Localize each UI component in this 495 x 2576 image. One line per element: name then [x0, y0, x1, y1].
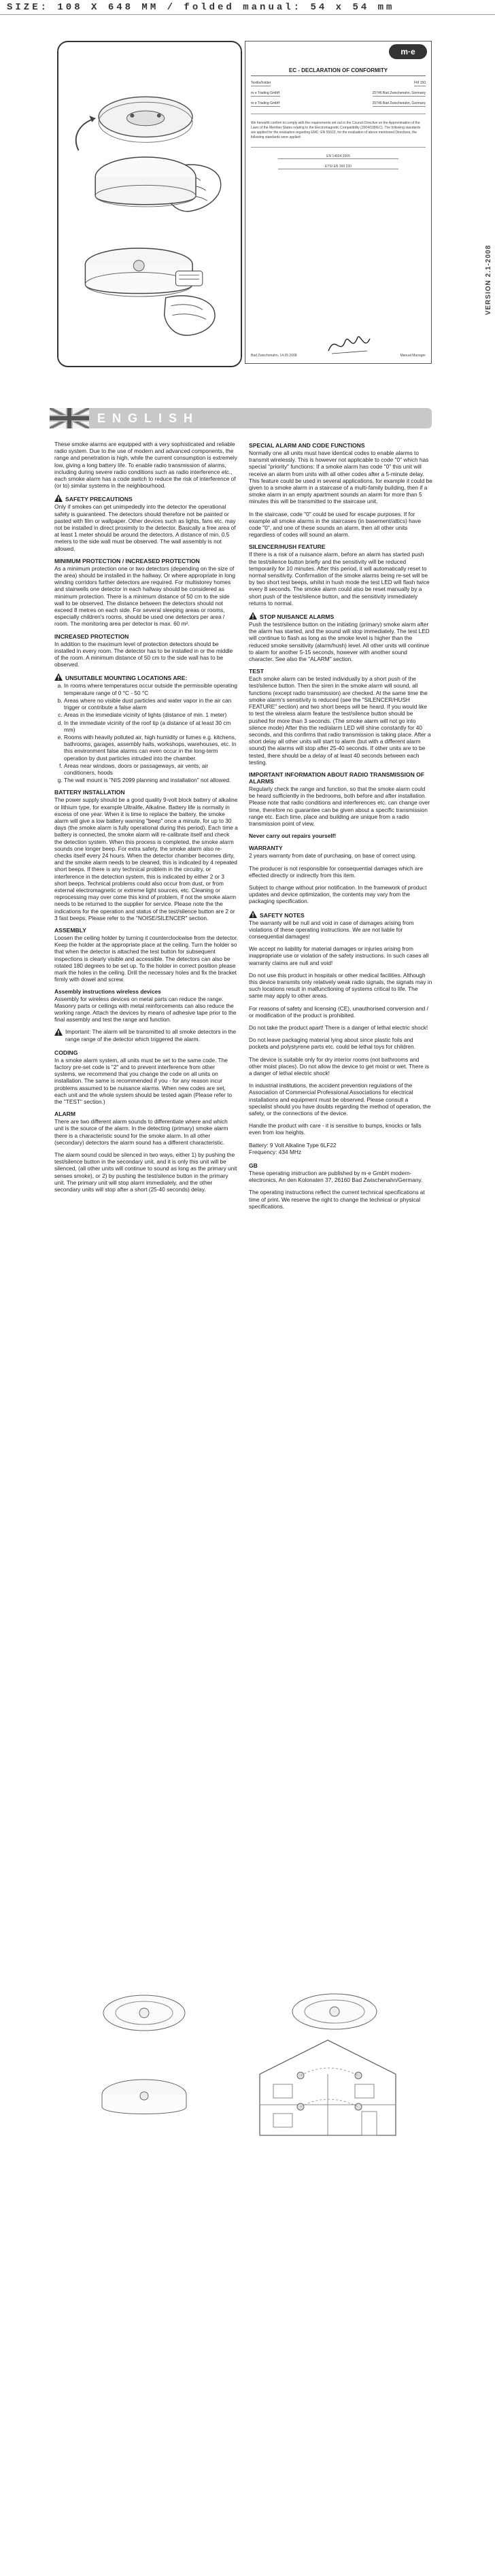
list-item: c. Areas in the immediate vicinity of lights (distance of min. 1 meter) [64, 711, 238, 718]
row-label: Textile/holder [251, 81, 271, 85]
warning-icon [54, 494, 63, 502]
never-repair-text: Never carry out repairs yourself! [249, 832, 337, 840]
warning-icon [249, 612, 257, 620]
test-title: TEST [249, 668, 264, 675]
language-label: ENGLISH [97, 411, 200, 425]
unsuitable-section [54, 673, 238, 682]
radio-text: Regularly check the range and function, so that the smoke alarm could be heard sufficiently in the bedrooms, both before and after installation. Please note that radio conditions and interferences etc. can change over time, therefore no guarantee can be given about a specific transmission range etc. Each time, place and building are unique from a radio transmission point of view. [249, 785, 430, 827]
minimum-title: MINIMUM PROTECTION / INCREASED PROTECTION [54, 557, 200, 564]
notes-section [249, 911, 432, 919]
declaration-row-product [251, 81, 426, 86]
list-item: e. Rooms with heavily polluted air, high humidity or fumes e.g. kitchens, bathrooms, garages, assembly halls, workshops, warehouses, etc. In this environment false alarms can even occur in the long-term operation by dust particles intruded into the chamber. [64, 734, 238, 762]
row-value: 25746 Bad Zwischenahn, Germany [372, 91, 426, 95]
warranty-title: WARRANTY [249, 845, 283, 852]
stop-text: Push the test/silence button on the initiating (primary) smoke alarm after the alarm has started, and the sound will stop immediately. The test LED will continue to flash as long as the smoke level is higher than the reduced smoke sensitivity (alarm/hush) level. All other units will continue to alarm for another 5-15 seconds, however with another sound character. See also the "ALARM" section. [249, 621, 430, 663]
special-text: Normally one all units must have identical codes to enable alarms to transmit wirelessly. This is however not applicable to code "0" which has special "priority" functions: If a smoke alarm has code "0" this unit will receive an alarm from units with all other codes after a 5-minute delay. This feature could be used in several applications, for example it could be given to a smoke alarm in a staircase of a multi-family building, then if a smoke alarm in an empty apartment sounds an alarm for more than 5 minutes this will be transmitted to the staircase unit. [249, 450, 432, 505]
blank-area [0, 2244, 495, 2576]
product-and-house-drawing [56, 1972, 437, 2163]
language-banner [51, 408, 432, 428]
important-note [54, 1028, 238, 1047]
alarm-text: There are two different alarm sounds to differentiate where and which unit is the source of the alarm. In the detecting (primary) smoke alarm there is a characteristic sound for the smoke alarm. In all other (secondary) detectors the alarm sound has a different characteristic. [54, 1118, 228, 1146]
bottom-illustrations [56, 1972, 437, 2163]
warning-icon [249, 911, 257, 918]
declaration-title: EC - DECLARATION OF CONFORMITY [288, 67, 388, 73]
test-text: Each smoke alarm can be tested individually by a short push of the test/silence button. Then the siren in the smoke alarm will sound, all functions (except radio transmission) are checked. At the same time the smoke alarm's sensitivity is reduced (see the "SILENCER/HUSH FEATURE" section) and two short beeps will be heard. If you would like to test the wireless alarm feature the test/silence button should be pushed for more than 3 seconds. (The smoke alarm will not go into silence mode) After this the red/alarm LED will shine constantly for 40 seconds, and this confirms that radio transmission is taking place. After a short delay all other units will start to alarm (but with a different alarm sound) the alarms will stop after 25-40 seconds. If other units are to be tested, there should be a delay of at least 40 seconds between each testing. [249, 675, 431, 766]
unsuitable-list [64, 682, 238, 783]
alarm-title: ALARM [54, 1111, 76, 1118]
divider [251, 147, 426, 148]
safety-text: Only if smokes can get unimpededly into the detector the operational safety is guaranteed. The detectors should therefore not be painted or pasted with film or wallpaper. Other devices such as lights, fans etc. may not be installed in direct proximity to the detector. Basically a free area of at least 1 meter should be around the detectors. A distance of min. 0.5 meters to the side wall must be observed. The wall assembly is not allowed. [54, 503, 236, 552]
special-text-2: In the staircase, code "0" could be used for escape purposes. If for example all smoke alarms in the staircases (in basement/attics) have code "0", and one of these sounds an alarm, then all other units regardless of codes will sound an alarm. [249, 510, 422, 539]
uk-flag-icon [50, 408, 89, 428]
notes-text: The warranty will be null and void in case of damages arising from violations of these operating instructions. We are not liable for consequential damages! [249, 919, 414, 940]
divider [251, 75, 426, 76]
silencer-title: SILENCER/HUSH FEATURE [249, 543, 326, 551]
notes-text-4: For reasons of safety and licensing (CE), unauthorised conversion and / or modification of the product is prohibited. [249, 1004, 428, 1019]
warranty-text: 2 years warranty from date of purchasing, on base of correct using. [249, 852, 417, 860]
signature-icon [325, 331, 373, 358]
row-label: m·e Trading GmbH [251, 91, 280, 95]
notes-text-7: The device is suitable only for dry interior rooms (not bathrooms and other moist places). Do not allow the device to get moist or wet. There is a danger of lethal electric shock! [249, 1055, 430, 1077]
right-column [249, 441, 432, 1215]
row-value: 25746 Bad Zwischenahn, Germany [372, 101, 426, 105]
warning-icon [54, 673, 63, 681]
list-item: a. In rooms where temperatures occur outside the permissible operating temperature range of 0 °C - 50 °C [64, 682, 238, 696]
list-item: b. Areas where no visible dust particles and water vapor in the air can trigger or contribute a false alarm [64, 697, 238, 711]
list-item: f. Areas near windows, doors or passageways, air vents, air conditioners, hoods [64, 762, 238, 776]
notes-text-2: We accept no liability for material damages or injuries arising from inappropriate use or violation of the safety instructions. In such cases all warranty claims are null and void! [249, 945, 429, 966]
notes-text-5: Do not take the product apart! There is a danger of lethal electric shock! [249, 1024, 428, 1031]
signature-block [251, 331, 426, 358]
safety-title: SAFETY PRECAUTIONS [65, 496, 133, 503]
notes-title: SAFETY NOTES [260, 911, 305, 919]
wireless-title: Assembly instructions wireless devices [54, 988, 161, 996]
standard-2: ETSI EN 300 220 [278, 165, 398, 169]
frequency-spec: Frequency: 434 MHz [249, 1148, 302, 1155]
radio-title: IMPORTANT INFORMATION ABOUT RADIO TRANSMISSION OF ALARMS [249, 770, 425, 785]
row-value: FM 150 [414, 81, 426, 85]
assembly-text: Loosen the ceiling holder by turning it counterclockwise from the detector. Keep the holder at the appropriate place at the ceiling. Turn the holder so that when the detector is attached the test button for subsequent inspections is clearly visible and accessible. The detectors can also be rotated 180 degrees to be set up. To the holder in correct position please mark the holes in the ceiling. Drill the necessary holes and fix the bracket firmly with dowel and screw. [54, 934, 238, 983]
declaration-row-manufacturer [251, 91, 426, 97]
alarm-text-2: The alarm sound could be silenced in two ways, either 1) by pushing the test/silence button in the secondary unit, and it is only this unit will be silenced, (all other units will continue to sound as long as the primary unit senses smoke), or 2) by pushing the test/silence button in the primary unit. The primary unit will stop alarm immediately, and the other secondary units will stop after a short (25-40 seconds) delay. [54, 1151, 237, 1193]
ec-declaration [245, 41, 432, 364]
stop-title: STOP NUISANCE ALARMS [260, 613, 335, 621]
notes-text-6: Do not leave packaging material lying about since plastic foils and pockets and polystyrene parts etc. could be lethal toys for children. [249, 1036, 415, 1051]
minimum-text: As a minimum protection one or two detectors (depending on the size of the area) should be installed in the hallway. Or where appropriate in long winding corridors further detectors are required. For multistorey homes and stairwells one detector in each hallway should be considered as minimum protection. There is a minimum distance of 50 cm to the side wall to be observed. The distance between the detectors should not exceed 8 metres on each side. For several sleeping areas or rooms, especially children's rooms, should be used one detectors per area / room. The monitoring area per detector is max. 60 m². [54, 564, 235, 628]
warranty-text-2: The producer is not responsible for consequential damages which are effected directly or indirectly from this item. [249, 864, 423, 879]
increased-title: INCREASED PROTECTION [54, 632, 129, 640]
increased-text: In addition to the maximum level of protection detectors should be installed in every room. The detector has to be installed in or the middle of the room. A minimum distance of 50 cm to the side wall has to be observed. [54, 640, 233, 668]
unsuitable-title: UNSUITABLE MOUNTING LOCATIONS ARE: [65, 675, 188, 682]
declaration-row-importer [251, 101, 426, 107]
header-size-label: SIZE: 108 X 648 MM / folded manual: 54 x 54 mm [0, 0, 495, 15]
wireless-text: Assembly for wireless devices on metal parts can reduce the range. Masonry parts or ceilings with metal reinforcements can also reduce the working range. Attach the devices by means of adhesive tape prior to the final assembly and test the range and function. [54, 995, 237, 1023]
warranty-text-3: Subject to change without prior notification. In the framework of product updates and device optimization, the contents may vary from the packaging specification. [249, 883, 427, 905]
notes-text-9: Handle the product with care - it is sensitive to bumps, knocks or falls even from low heights. [249, 1122, 422, 1136]
silencer-text: If there is a risk of a nuisance alarm, before an alarm has started push the test/silence button briefly and the sensitivity will be reduced temporarily for 10 minutes. After this period, it will automatically reset to normal sensitivity. Confirmation of the smoke alarms being re-set will be by two short test beeps, whilst in hush mode the test LED will flash twice every 8 seconds. The smoke alarm could also be reset manually by a short push of the test/silence button, and the sensitivity immediately returns to normal. [249, 551, 430, 607]
detector-mounting-drawing [58, 42, 241, 366]
gb-text-2: The operating instructions reflect the current technical specifications at time of print. We reserve the right to change the technical or physical specifications. [249, 1189, 425, 1210]
standard-1: EN 14604 2005 [278, 154, 398, 159]
battery-spec: Battery: 9 Volt Alkaline Type 6LF22 [249, 1141, 337, 1149]
brand-logo: m·e [389, 44, 427, 59]
declaration-text: We herewith confirm to comply with the requirements set out in the Council Directive on the Approximation of the Laws of the Member States relating to the Electromagnetic Compatibility (2004/108/EC). The following standards are applied for the evaluation regarding EMC: EN 55022, for the evaluation of above mentioned Directives, the following standards were applied: [251, 121, 421, 139]
special-title: SPECIAL ALARM AND CODE FUNCTIONS [249, 442, 365, 449]
battery-title: BATTERY INSTALLATION [54, 789, 125, 796]
notes-text-3: Do not use this product in hospitals or other medical facilities. Although this device transmits only relatively weak radio signals, the signals may in such locations result in malfunctioning of systems critical to life. The same may apply to other areas. [249, 971, 432, 1000]
version-label: VERSION 2.1-2008 [485, 245, 492, 316]
signature-title: Manual Manager [400, 354, 426, 358]
gb-text: These operating instruction are published by m·e GmbH modern-electronics, An den Kolonaten 37, 26160 Bad Zwischenahn/Germany. [249, 1170, 423, 1184]
coding-text: In a smoke alarm system, all units must be set to the same code. The factory pre-set code is "2" and to prevent interference from other systems, we recommend that you change the code on all units on installation. The same is recommended if you - for any reason incur problems assumed to be nuisance alarms. When new codes are set, each unit and the whole system should be tested again (Please refer to the "TEST" section.) [54, 1056, 233, 1106]
intro-text: These smoke alarms are equipped with a very sophisticated and reliable radio system. Due to the use of modern and advanced components, the range and penetration is high, while the current consumption is extremely low, giving a long battery life. To enable radio transmission of alarms, including during severe radio conditions such as radio interference etc., each smoke alarm has a code switch to reduce the risk of interference of (or to) similar systems in the neighbourhood. [54, 441, 237, 490]
signature-date: Bad Zwischenahn, 14.05.2008 [251, 354, 297, 358]
list-item: d. In the immediate vicinity of the roof tip (a distance of at least 30 cm mm) [64, 719, 238, 733]
important-text: Important: The alarm will be transmitted to all smoke detectors in the range range of the detector which triggered the alarm. [65, 1028, 237, 1043]
list-item: g. The wall mount is "NIS 2099 planning and installation" not allowed. [64, 777, 238, 783]
mounting-illustration [57, 41, 242, 367]
safety-section [54, 494, 238, 503]
assembly-title: ASSEMBLY [54, 926, 86, 934]
left-column [54, 441, 238, 1198]
gb-title: GB [249, 1162, 258, 1170]
row-label: m·e Trading GmbH [251, 101, 280, 105]
stop-section [249, 612, 432, 621]
notes-text-8: In industrial institutions, the accident prevention regulations of the Association of Commercial Professional Associations for electrical installations and equipment must be observed. Please consult a specialist should you have doubts regarding the method of operation, the safety, or the connections of the device. [249, 1082, 431, 1117]
warning-icon [54, 1028, 63, 1036]
coding-title: CODING [54, 1049, 78, 1056]
battery-text: The power supply should be a good quality 9-volt block battery of alkaline or lithium type, for example Ultralife, Alkaline. Battery life is normally in excess of one year. When it is time to replace the battery, the smoke alarm will give a low battery warning "beep" once a minute, for up to 30 days (the smoke alarm is fully operational during this period). Each time a battery is connected, the smoke alarm will re-calibrate itself and check the detection system. When this process is completed, the smoke alarm sounds one longer beep. For extra safety, the smoke alarm also re-checks itself every 24 hours. When the detector chamber becomes dirty, and the smoke alarm needs to be cleaned, this is indicated by 4 repeated short beeps. If there is any technical problem in the circuitry, or interference in the detection system, this is indicated by either 2 or 3 short beeps. Technical problems could also occur from dust, or from external electromagnetic or extreme light sources, etc. Cleaning or reprocessing may over come this kind of problem, if not the smoke alarm needs to be returned to the supplier for service. Please note the the indications for the operation and status of the test/silence button are 2 or 3 fast beeps. Please refer to the "NOISE/SILENCER" section. [54, 796, 238, 921]
